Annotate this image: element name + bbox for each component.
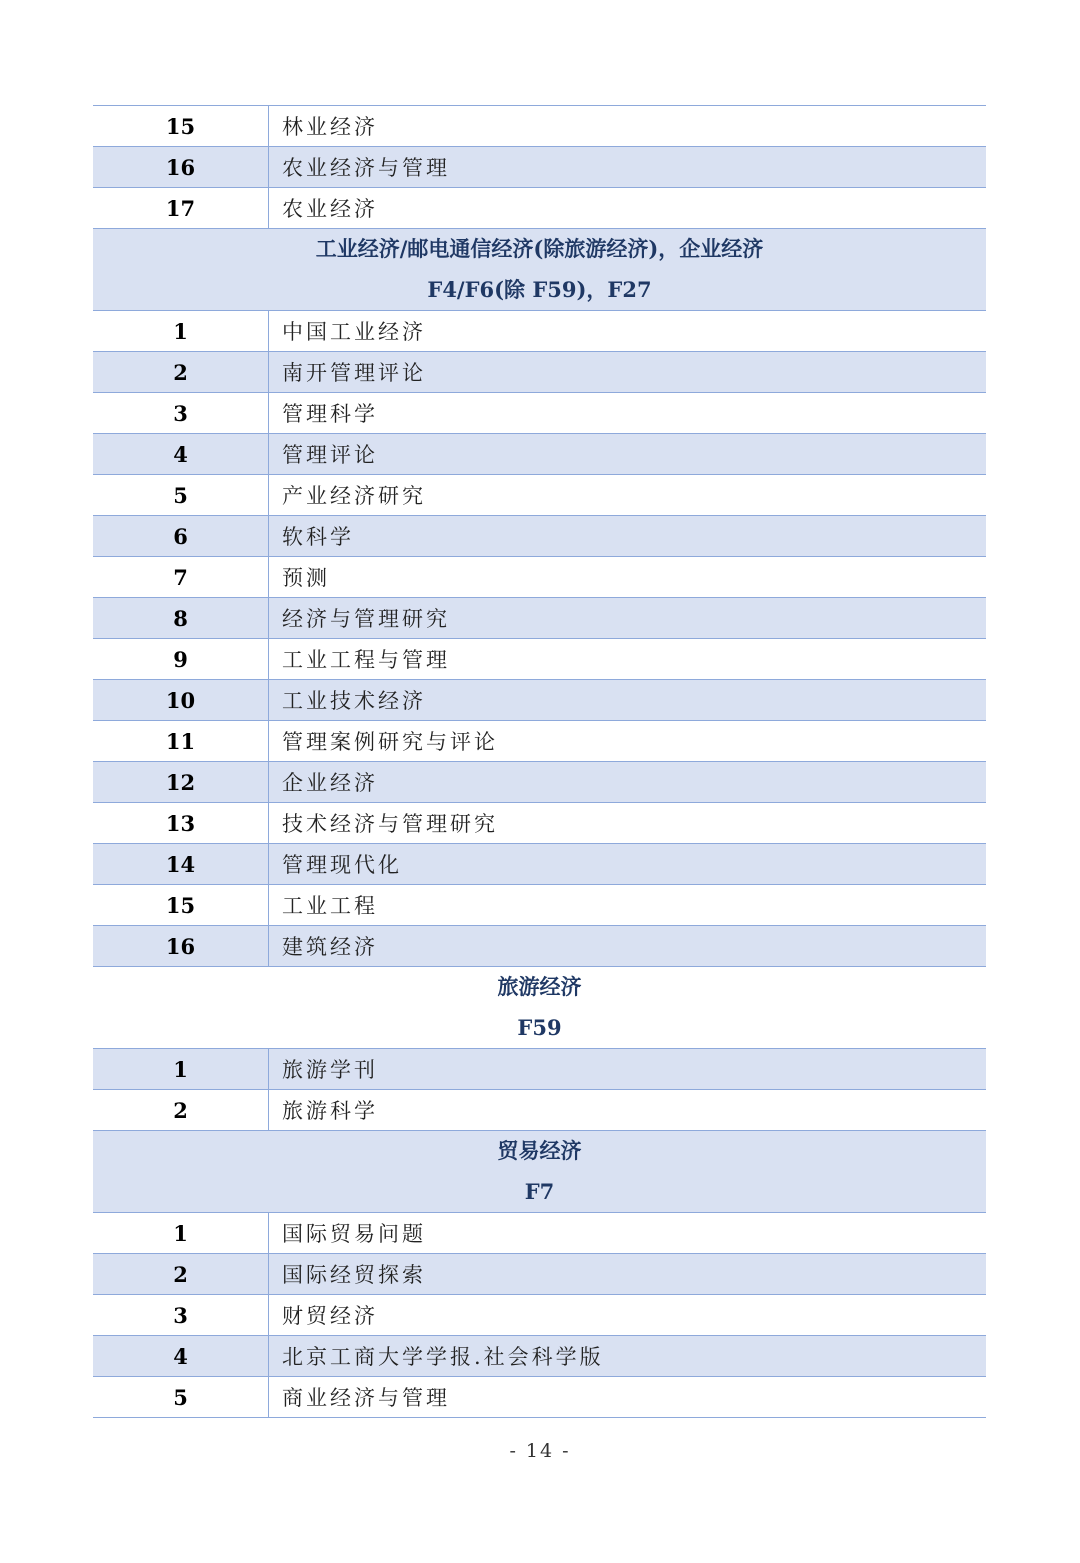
journal-name: 国际贸易问题 [282,1222,426,1246]
row-number: 2 [93,1090,269,1130]
journal-name: 管理评论 [282,443,378,467]
row-number: 3 [93,1295,269,1335]
row-number: 2 [93,1254,269,1294]
row-number: 12 [93,762,269,802]
table-row [93,311,986,352]
journal-name: 企业经济 [282,771,378,795]
row-number: 2 [93,352,269,392]
section-code: F4/F6(除 F59)，F27 [427,276,652,302]
row-number: 15 [93,885,269,925]
journal-name: 北京工商大学学报.社会科学版 [282,1345,604,1369]
journal-name: 中国工业经济 [282,320,426,344]
row-number: 11 [93,721,269,761]
journal-name: 林业经济 [282,115,378,139]
journal-name: 预测 [282,566,330,590]
table-row [93,1336,986,1377]
row-number: 10 [93,680,269,720]
table-row [93,844,986,885]
table-row [93,557,986,598]
row-number: 5 [93,1377,269,1417]
table-row [93,516,986,557]
page-number: - 14 - [509,1440,571,1462]
table-row [93,1295,986,1336]
journal-name: 旅游学刊 [282,1058,378,1082]
row-number: 17 [93,188,269,228]
journal-name: 农业经济与管理 [282,156,450,180]
row-number: 8 [93,598,269,638]
journal-name: 财贸经济 [282,1304,378,1328]
journal-name: 产业经济研究 [282,484,426,508]
table-row [93,639,986,680]
row-number: 13 [93,803,269,843]
row-number: 1 [93,311,269,351]
row-number: 1 [93,1049,269,1089]
table-row [93,434,986,475]
section-title: 工业经济/邮电通信经济(除旅游经济)，企业经济 [315,236,764,261]
table-row [93,598,986,639]
journal-name: 技术经济与管理研究 [282,812,498,836]
table-row [93,1377,986,1418]
row-number: 3 [93,393,269,433]
row-number: 1 [93,1213,269,1253]
table-row [93,106,986,147]
row-number: 14 [93,844,269,884]
journal-name: 管理科学 [282,402,378,426]
row-number: 4 [93,1336,269,1376]
table-row [93,147,986,188]
section-header [93,967,986,1049]
row-number: 16 [93,926,269,966]
journal-name: 商业经济与管理 [282,1386,450,1410]
row-number: 7 [93,557,269,597]
row-number: 9 [93,639,269,679]
table-row [93,885,986,926]
row-number: 6 [93,516,269,556]
journal-name: 管理案例研究与评论 [282,730,498,754]
section-code: F59 [517,1014,562,1040]
table-row [93,762,986,803]
table-row [93,1213,986,1254]
row-number: 15 [93,106,269,146]
table-row [93,188,986,229]
section-header [93,229,986,311]
table-row [93,393,986,434]
journal-name: 农业经济 [282,197,378,221]
row-number: 4 [93,434,269,474]
table-row [93,1049,986,1090]
table-row [93,926,986,967]
table-row [93,352,986,393]
journal-name: 工业工程 [282,894,378,918]
table-row [93,803,986,844]
table-row [93,680,986,721]
journal-name: 工业技术经济 [282,689,426,713]
journal-name: 国际经贸探索 [282,1263,426,1287]
row-number: 16 [93,147,269,187]
section-title: 贸易经济 [497,1138,582,1163]
row-number: 5 [93,475,269,515]
journal-name: 南开管理评论 [282,361,426,385]
section-code: F7 [524,1178,555,1204]
journal-name: 建筑经济 [282,935,378,959]
table-row [93,721,986,762]
journal-name: 管理现代化 [282,853,402,877]
table-row [93,1090,986,1131]
journal-name: 工业工程与管理 [282,648,450,672]
table-row [93,1254,986,1295]
journal-name: 经济与管理研究 [282,607,450,631]
journal-table [93,105,986,1418]
section-title: 旅游经济 [497,974,582,999]
journal-name: 软科学 [282,525,354,549]
table-row [93,475,986,516]
journal-name: 旅游科学 [282,1099,378,1123]
section-header [93,1131,986,1213]
